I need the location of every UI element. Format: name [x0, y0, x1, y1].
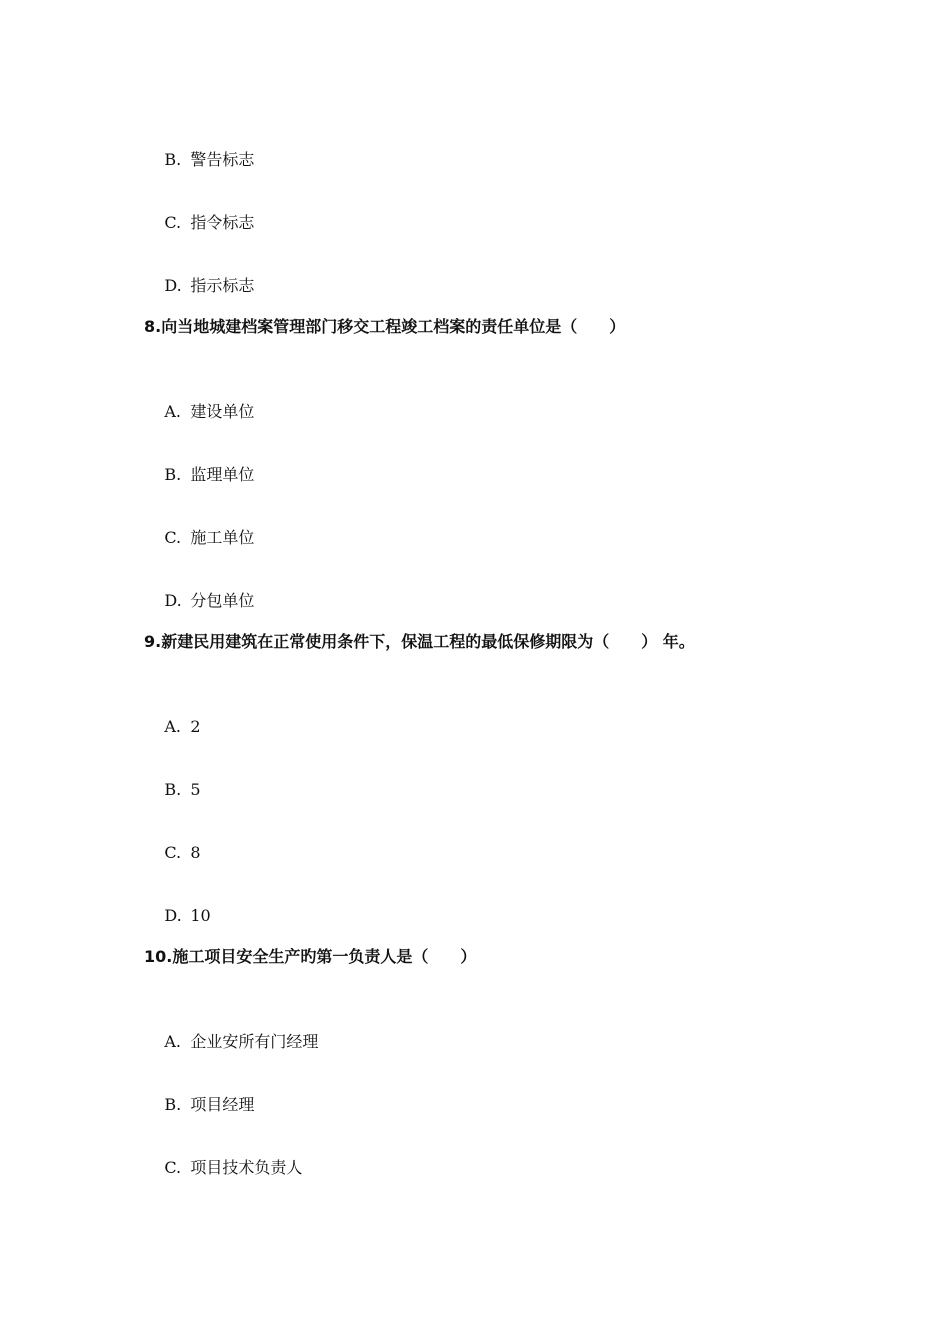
option-letter: A. [164, 717, 181, 736]
option-letter: B. [164, 465, 182, 484]
option-text: 分包单位 [190, 591, 255, 610]
question-8: 8.向当地城建档案管理部门移交工程竣工档案的责任单位是（ ） [144, 317, 626, 336]
option-letter: B. [164, 1095, 182, 1114]
option-text: 5 [190, 780, 201, 799]
option-text: 指令标志 [190, 213, 255, 232]
option-q8-d [144, 568, 254, 634]
option-q9-d [144, 883, 211, 949]
question-10: 10.施工项目安全生产旳第一负责人是（ ） [144, 947, 477, 966]
option-letter: D. [164, 906, 182, 925]
option-letter: C. [164, 213, 182, 232]
option-text: 2 [190, 717, 201, 736]
option-text: 8 [190, 843, 201, 862]
option-letter: A. [164, 1032, 181, 1051]
option-q7-b [144, 127, 254, 193]
option-letter: B. [164, 150, 182, 169]
option-text: 指示标志 [190, 276, 255, 295]
option-letter: D. [164, 591, 182, 610]
option-q10-a [144, 1009, 318, 1075]
option-letter: C. [164, 528, 182, 547]
option-q9-b [144, 757, 201, 823]
question-9: 9.新建民用建筑在正常使用条件下，保温工程的最低保修期限为（ ） 年。 [144, 632, 695, 651]
option-letter: C. [164, 1158, 182, 1177]
option-text: 企业安所有门经理 [190, 1032, 319, 1051]
option-q7-d [144, 253, 254, 319]
option-letter: A. [164, 402, 181, 421]
option-text: 10 [190, 906, 211, 925]
option-q8-a [144, 379, 254, 445]
option-q9-c [144, 820, 201, 886]
option-q8-b [144, 442, 254, 508]
option-q8-c [144, 505, 254, 571]
option-text: 建设单位 [190, 402, 255, 421]
option-text: 警告标志 [190, 150, 255, 169]
option-text: 项目技术负责人 [190, 1158, 303, 1177]
option-q10-c [144, 1135, 302, 1201]
option-q9-a [144, 694, 201, 760]
option-text: 施工单位 [190, 528, 255, 547]
option-q10-b [144, 1072, 254, 1138]
option-q7-c [144, 190, 254, 256]
option-letter: D. [164, 276, 182, 295]
option-text: 监理单位 [190, 465, 255, 484]
option-letter: C. [164, 843, 182, 862]
option-letter: B. [164, 780, 182, 799]
option-text: 项目经理 [190, 1095, 255, 1114]
